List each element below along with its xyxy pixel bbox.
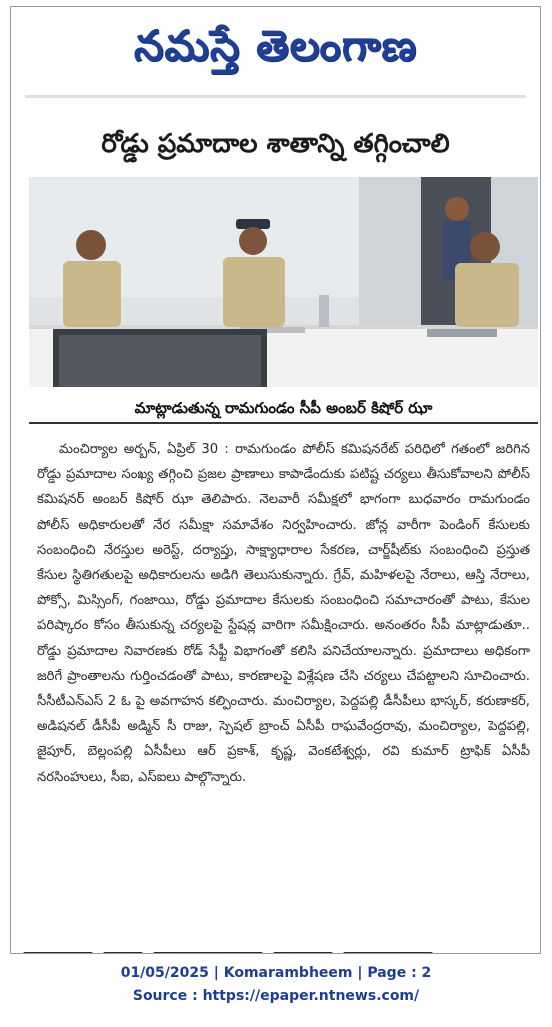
masthead-divider: [25, 95, 526, 98]
newspaper-clipping: [10, 6, 541, 954]
article-headline: రోడ్డు ప్రమాదాల శాతాన్ని తగ్గించాలి: [101, 129, 450, 159]
photo-caption: మాట్లాడుతున్న రామగుండం సీపీ అంబర్ కిషోర్ ఝా: [29, 392, 538, 424]
page-footer: [0, 962, 552, 1008]
police-meeting-photo: [29, 177, 538, 387]
cut-off-next-headline: [23, 943, 528, 954]
footer-source: Source : https://epaper.ntnews.com/: [132, 988, 420, 1004]
masthead-logo: నమస్తే తెలంగాణ: [133, 21, 418, 70]
footer-edition-info: 01/05/2025 | Komarambheem | Page : 2: [120, 965, 432, 981]
article-body: [37, 437, 530, 943]
article-photo: [29, 177, 538, 387]
article-paragraph: మంచిర్యాల అర్బన్, ఏప్రిల్ 30 : రామగుండం పోలీస్ కమిషనరేట్ పరిధిలో గతంలో జరిగిన రోడ్డు ప్రమాదాల సంఖ్య తగ్గించి ప్రజల ప్రాణాలు కాపాడేందుకు పటిష్ట చర్యలు తీసుకోవాలని పోలీస్ కమిషనర్ అంబర్ కిషోర్ ఝా తెలిపారు. నెలవారీ సమీక్షలో భాగంగా బుధవారం రామగుండం పోలీస్ అధికారులతో నేర సమీక్షా సమావేశం నిర్వహించారు. జోన్ల వారీగా పెండింగ్ కేసులకు సంబంధించి నేరస్తుల అరెస్ట్, దర్యాప్తు, సాక్ష్యాధారాల సేకరణ, చార్జ్‌షీట్‌కు సంబంధించి ప్రస్తుత కేసుల స్థితిగతులపై అధికారులను అడిగి తెలుసుకున్నారు. గ్రేవ్, మహిళలపై నేరాలు, ఆస్తి నేరాలు, పోక్సో, మిస్సింగ్, గంజాయి, రోడ్డు ప్రమాదాల కేసులకు సంబంధించి సమాచారంతో పాటు, కేసుల పరిష్కారం కోసం తీసుకున్న చర్యలపై స్టేషన్ల వారిగా సమీక్షించారు. అనంతరం సీపీ మాట్లాడుతూ.. రోడ్డు ప్రమాదాల నివారణకు రోడ్ సేఫ్టీ విభాగంతో కలిసి పనిచేయాలన్నారు. ప్రమాదాలు అధికంగా జరిగే ప్రాంతాలను గుర్తించడంతో పాటు, కారణాలపై విశ్లేషణ చేసి చర్యలు చేపట్టాలని సూచించారు. సీసీటీఎన్ఎస్ 2 ఓ పై అవగాహన కల్పించారు. మంచిర్యాల, పెద్దపల్లి డీసీపీలు భాస్కర్, కరుణాకర్, అడిషనల్ డీసీపీ అడ్మిన్ సీ రాజు, స్పెషల్ బ్రాంచ్ ఏసీపీ రాఘవేంద్రరావు, మంచిర్యాల, పెద్దపల్లి, జైపూర్, బెల్లంపల్లి ఏసీపీలు ఆర్ ప్రకాశ్, కృష్ణ, వెంకటేశ్వర్లు, రవి కుమార్ ట్రాఫిక్ ఏసీపీ నరసింహులు, సీఐ, ఎస్ఐలు పాల్గొన్నారు.: [37, 442, 530, 785]
